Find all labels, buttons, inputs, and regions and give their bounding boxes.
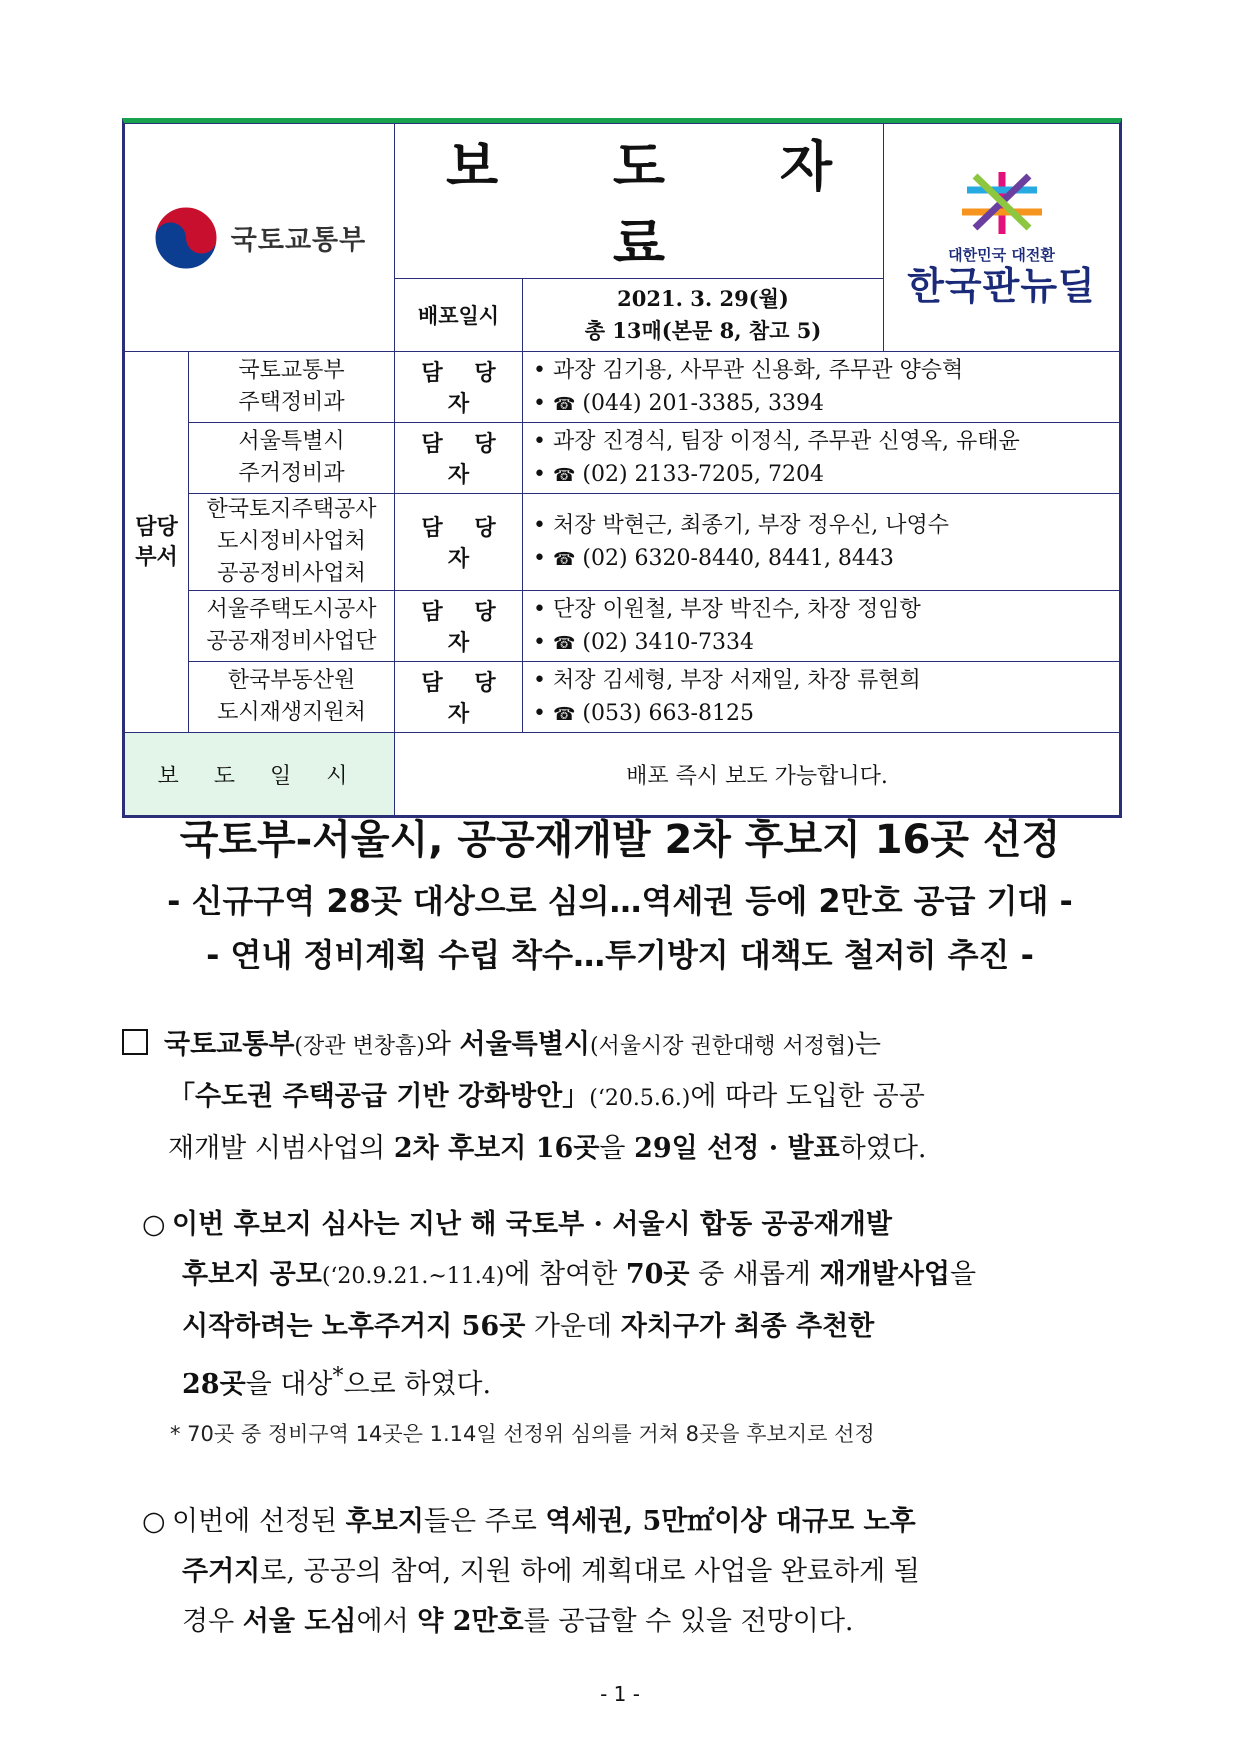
ministry-logo-cell (125, 124, 395, 352)
paragraph-line (122, 1020, 1122, 1072)
dept-name-line: 서울주택도시공사 (206, 597, 377, 622)
paragraph-line (122, 1072, 1122, 1124)
text-small: (장관 변창흠) (294, 1034, 425, 1059)
paragraph-line (142, 1250, 1132, 1302)
page-number: - 1 - (600, 1682, 640, 1706)
phone-icon: ☎ (552, 703, 576, 725)
contact-info (523, 352, 1120, 423)
text-bold: 국토교통부 (164, 1029, 295, 1060)
dept-name-line: 도시재생지원처 (217, 700, 366, 725)
text: 으로 하였다. (343, 1369, 492, 1400)
dept-name (189, 494, 395, 591)
footnote: * 70곳 중 정비구역 14곳은 1.14일 선정위 심의를 거쳐 8곳을 후보지로 선정 (170, 1422, 875, 1446)
contact-phone-line: • ☎ (02) 3410-7334 (533, 629, 754, 655)
release-time-value: 배포 즉시 보도 가능합니다. (395, 733, 1120, 816)
contact-label: 담 당 자 (395, 423, 523, 494)
contact-phone-line: • ☎ (02) 2133-7205, 7204 (533, 461, 824, 487)
text: 의 (359, 1133, 394, 1164)
text-small: (‘20.9.21.~11.4) (321, 1264, 505, 1289)
distribution-info (523, 279, 884, 352)
text-bold: 2차 후보지 16곳 (393, 1133, 600, 1164)
checkbox-square-icon (122, 1029, 148, 1055)
paragraph-line (142, 1200, 1132, 1250)
phone-icon: ☎ (552, 393, 576, 415)
text-bold: 후보지 공모 (182, 1259, 322, 1290)
taegeuk-emblem-icon (153, 205, 219, 271)
dept-name (189, 423, 395, 494)
distribution-label: 배포일시 (395, 279, 523, 352)
dept-name (189, 352, 395, 423)
text: 을 (950, 1259, 977, 1290)
text: 을 대상 (245, 1369, 333, 1400)
text: 재개발 시범사업 (168, 1133, 360, 1164)
subheadline-2: - 연내 정비계획 수립 착수…투기방지 대책도 철저히 추진 - (206, 936, 1034, 974)
text: 와 (424, 1029, 460, 1060)
text-small: (‘20.5.6.) (589, 1086, 691, 1111)
text: 하였다. (839, 1133, 927, 1164)
text-bold: 「수도권 주택공급 기반 강화방안」 (168, 1081, 590, 1112)
phone-icon: ☎ (552, 548, 576, 570)
contact-phone: (053) 663-8125 (582, 700, 754, 726)
contact-info (523, 662, 1120, 733)
text-bold: 약 2만호 (417, 1606, 524, 1637)
dept-name-line: 한국부동산원 (227, 668, 356, 693)
text-bold: 후보지 (345, 1506, 424, 1537)
dept-name-line: 한국토지주택공사 (206, 497, 377, 522)
dept-side-label-1: 담당 (135, 514, 178, 540)
contact-label: 담 당 자 (395, 494, 523, 591)
dept-name (189, 591, 395, 662)
paragraph-line (142, 1547, 1132, 1597)
text-bold: 주거지 (182, 1556, 261, 1587)
header-table (124, 123, 1120, 816)
headline: 국토부-서울시, 공공재개발 2차 후보지 16곳 선정 (179, 817, 1061, 863)
circle-bullet-icon: ○ (142, 1209, 166, 1240)
contact-people: • 처장 김세형, 부장 서재일, 차장 류현희 (533, 667, 921, 693)
body-paragraph-2 (142, 1497, 1132, 1647)
paragraph-line (142, 1302, 1132, 1352)
paragraph-line (142, 1497, 1132, 1547)
contact-phone-line: • ☎ (044) 201-3385, 3394 (533, 390, 824, 416)
text-bold: 서울특별시 (459, 1029, 590, 1060)
contact-people: • 단장 이원철, 부장 박진수, 차장 정임항 (533, 596, 921, 622)
distribution-date: 2021. 3. 29(월) (617, 286, 789, 311)
contact-label: 담 당 자 (395, 591, 523, 662)
text-bold: 서울 도심 (242, 1606, 357, 1637)
page-count: 총 13매(본문 8, 참고 5) (584, 318, 822, 343)
dept-name-line: 주거정비과 (238, 461, 345, 486)
release-time-label: 보 도 일 시 (125, 733, 395, 816)
contact-info (523, 591, 1120, 662)
lead-paragraph (122, 1020, 1122, 1174)
text-bold: 29일 선정 · 발표 (634, 1133, 840, 1164)
text: 에서 (356, 1606, 418, 1637)
text-bold: 28곳 (182, 1369, 246, 1400)
text: 이번에 선정된 (172, 1506, 346, 1537)
text-small: (서울시장 권한대행 서정협) (589, 1034, 855, 1059)
contact-phone: (044) 201-3385, 3394 (582, 390, 824, 416)
footnote-marker: * (332, 1364, 344, 1389)
contact-people: • 과장 진경식, 팀장 이정식, 주무관 신영옥, 유태윤 (533, 428, 1020, 454)
brand-name: 한국판뉴딜 (907, 264, 1096, 308)
contact-label: 담 당 자 (395, 352, 523, 423)
contact-phone: (02) 6320-8440, 8441, 8443 (582, 545, 894, 571)
contact-info (523, 423, 1120, 494)
press-release-header (122, 118, 1122, 818)
contact-people: • 과장 김기용, 사무관 신용화, 주무관 양승혁 (533, 357, 964, 383)
press-title: 보 도 자 료 (395, 124, 884, 279)
contact-label: 담 당 자 (395, 662, 523, 733)
text: 로, 공공의 참여, 지원 하에 계획대로 사업을 완료하게 될 (260, 1556, 920, 1587)
circle-bullet-icon: ○ (142, 1506, 166, 1537)
paragraph-line (142, 1597, 1132, 1647)
paragraph-line (142, 1352, 1132, 1410)
dept-name-line: 주택정비과 (238, 390, 345, 415)
text: 을 (599, 1133, 635, 1164)
dept-name (189, 662, 395, 733)
subheadline-1: - 신규구역 28곳 대상으로 심의…역세권 등에 2만호 공급 기대 - (167, 882, 1073, 920)
contact-phone: (02) 2133-7205, 7204 (582, 461, 824, 487)
text-bold: 이번 후보지 심사는 지난 해 국토부 · 서울시 합동 공공재개발 (172, 1209, 892, 1240)
text-bold: 역세권, 5만㎡이상 대규모 노후 (545, 1506, 916, 1537)
dept-name-line: 공공정비사업처 (217, 561, 366, 586)
dept-name-line: 국토교통부 (238, 358, 345, 383)
contact-people: • 처장 박현근, 최종기, 부장 정우신, 나영수 (533, 512, 949, 538)
contact-info (523, 494, 1120, 591)
text: 는 (854, 1029, 881, 1060)
korean-new-deal-logo (884, 124, 1120, 352)
text: 에 따라 도입한 공공 (690, 1081, 925, 1112)
text-bold: 자치구가 최종 추천한 (620, 1311, 875, 1342)
text-bold: 재개발사업 (819, 1259, 951, 1290)
phone-icon: ☎ (552, 464, 576, 486)
dept-name-line: 도시정비사업처 (217, 529, 366, 554)
contact-phone: (02) 3410-7334 (582, 629, 754, 655)
text: 들은 주로 (423, 1506, 546, 1537)
dept-side-label-2: 부서 (135, 544, 178, 570)
ministry-name: 국토교통부 (230, 225, 367, 256)
new-deal-symbol-icon (947, 168, 1057, 238)
text: 중 새롭게 (689, 1259, 820, 1290)
text: 를 공급할 수 있을 전망이다. (523, 1606, 854, 1637)
contact-phone-line: • ☎ (053) 663-8125 (533, 700, 754, 726)
phone-icon: ☎ (552, 632, 576, 654)
text: 에 참여한 (504, 1259, 626, 1290)
brand-slogan: 대한민국 대전환 (948, 246, 1055, 264)
paragraph-line (122, 1124, 1122, 1174)
text-bold: 시작하려는 노후주거지 56곳 (182, 1311, 526, 1342)
dept-name-line: 서울특별시 (238, 429, 345, 454)
text-bold: 70곳 (625, 1259, 690, 1290)
dept-side-label (125, 352, 189, 733)
text: 가운데 (525, 1311, 621, 1342)
dept-name-line: 공공재정비사업단 (206, 629, 377, 654)
text: 경우 (182, 1606, 243, 1637)
contact-phone-line: • ☎ (02) 6320-8440, 8441, 8443 (533, 545, 894, 571)
body-paragraph-1 (142, 1200, 1132, 1410)
